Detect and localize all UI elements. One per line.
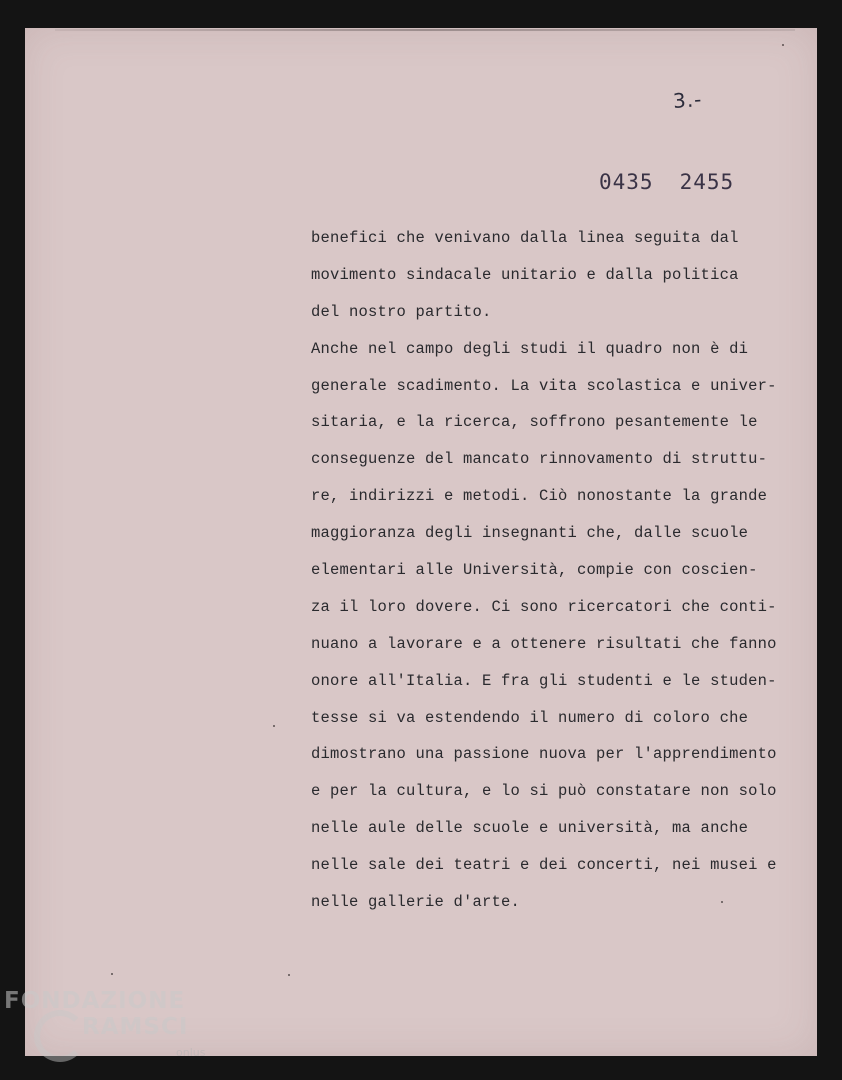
paper-speck <box>111 973 113 975</box>
gramsci-g-logo-icon <box>34 1010 86 1062</box>
text-line: conseguenze del mancato rinnovamento di struttu- <box>311 450 768 469</box>
text-line: benefici che venivano dalla linea seguita dal <box>311 229 739 247</box>
stamp-number-right: 2455 <box>679 170 735 194</box>
document-page <box>25 28 817 1056</box>
text-line: maggioranza degli insegnanti che, dalle scuole <box>311 524 749 543</box>
text-line: nelle aule delle scuole e università, ma anche <box>311 819 749 838</box>
text-line: sitaria, e la ricerca, soffrono pesantemente le <box>311 413 758 432</box>
watermark-line1: FONDAZIONE <box>4 988 186 1014</box>
text-line: e per la cultura, e lo si può constatare non solo <box>311 782 777 801</box>
text-line: del nostro partito. <box>311 302 492 321</box>
text-line: onore all'Italia. E fra gli studenti e le studen- <box>311 671 777 690</box>
archive-stamp <box>599 170 734 194</box>
text-line: tesse si va estendendo il numero di coloro che <box>311 708 749 727</box>
text-line: Anche nel campo degli studi il quadro non è di <box>311 339 749 358</box>
page-top-edge <box>55 29 795 31</box>
fondazione-gramsci-watermark <box>4 988 214 1078</box>
watermark-sub: onlus <box>176 1046 206 1059</box>
text-line: nuano a lavorare e a ottenere risultati che fanno <box>311 634 777 653</box>
typewritten-body <box>311 220 811 921</box>
text-line: za il loro dovere. Ci sono ricercatori che conti- <box>311 597 777 616</box>
page-number: 3.- <box>672 87 704 113</box>
text-line: nelle sale dei teatri e dei concerti, nei musei e <box>311 856 777 875</box>
watermark-line2: RAMSCI <box>82 1014 189 1040</box>
stamp-number-left: 0435 <box>599 170 654 194</box>
text-line: re, indirizzi e metodi. Ciò nonostante la grande <box>311 487 768 506</box>
text-line: dimostrano una passione nuova per l'apprendimento <box>311 745 777 764</box>
text-line: nelle gallerie d'arte. <box>311 893 521 912</box>
text-line: elementari alle Università, compie con coscien- <box>311 561 758 580</box>
paper-speck <box>782 44 784 46</box>
paper-speck <box>273 725 275 727</box>
text-line: generale scadimento. La vita scolastica e univer- <box>311 376 777 395</box>
paper-speck <box>288 974 290 976</box>
paper-speck <box>721 901 723 903</box>
text-line: movimento sindacale unitario e dalla politica <box>311 265 739 284</box>
